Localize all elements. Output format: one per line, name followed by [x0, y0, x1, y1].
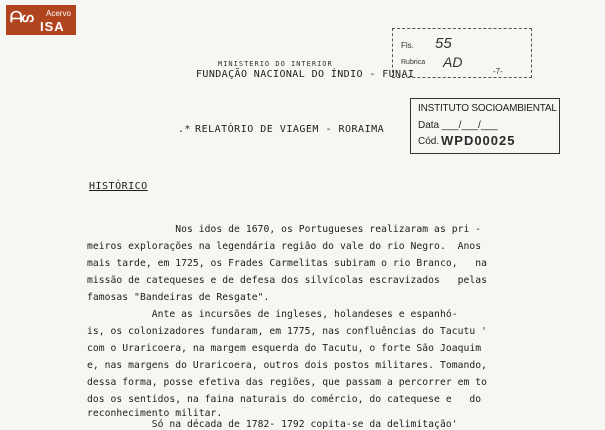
report-title	[178, 124, 384, 135]
body-line: dessa forma, posse efetiva das regiões, que passam a percorrer em to	[87, 377, 488, 388]
isa-archive-stamp	[410, 98, 560, 154]
body-line: reconhecimento militar.	[87, 408, 223, 419]
body-line: meiros explorações na legendária região do vale do rio Negro. Anos	[87, 241, 482, 252]
isa-acervo-logo	[6, 5, 76, 35]
isa-stamp-title: INSTITUTO SOCIOAMBIENTAL	[418, 103, 557, 114]
isa-stamp-cod-label: Cód.	[418, 136, 440, 147]
body-line: Só na década de 1782- 1792 copita-se da delimitação'	[87, 419, 458, 430]
body-line: dos os sentidos, na faina naturais do comércio, do catequese e do	[87, 394, 482, 405]
body-line: missão de catequeses e de defesa dos silvícolas escravizados pelas	[87, 275, 488, 286]
logo-top-text: Acervo	[46, 9, 71, 18]
isa-stamp-date: Data ___/___/___	[418, 120, 498, 131]
body-line: com o Uraricoera, na margem esquerda do Tacutu, o forte São Joaquim	[87, 343, 482, 354]
foundation-header: FUNDAÇÃO NACIONAL DO ÍNDIO - FUNAI	[196, 69, 415, 80]
body-line: Nos idos de 1670, os Portugueses realizaram as pri -	[87, 224, 482, 235]
rubrica-label: Rubrica	[401, 59, 426, 66]
stamp-dash: -7-	[493, 67, 503, 76]
page-number-stamp	[392, 28, 532, 78]
logo-glyph-icon: ᗩᔕ	[10, 9, 34, 26]
fls-label: Fls.	[401, 41, 414, 50]
rubrica-value: AD	[443, 54, 463, 70]
bullet-star-icon: .*	[178, 124, 192, 135]
isa-stamp-cod-value: WPD00025	[441, 133, 516, 148]
ministry-header: MINISTERIO DO INTERIOR	[218, 60, 333, 68]
report-title-text: RELATÓRIO DE VIAGEM - RORAIMA	[195, 124, 385, 135]
body-line: is, os colonizadores fundaram, em 1775, nas confluências do Tacutu '	[87, 326, 488, 337]
body-line: e, nas margens do Uraricoera, outros dois postos militares. Tomando,	[87, 360, 488, 371]
body-line: mais tarde, em 1725, os Frades Carmelitas subiram o rio Branco, na	[87, 258, 488, 269]
body-line: Ante as incursões de ingleses, holandeses e espanhó-	[87, 309, 458, 320]
logo-bottom-text: ISA	[40, 19, 65, 34]
body-line: famosas "Bandeiras de Resgate".	[87, 292, 270, 303]
section-heading: HISTÓRICO	[89, 181, 148, 192]
fls-value: 55	[435, 35, 452, 52]
